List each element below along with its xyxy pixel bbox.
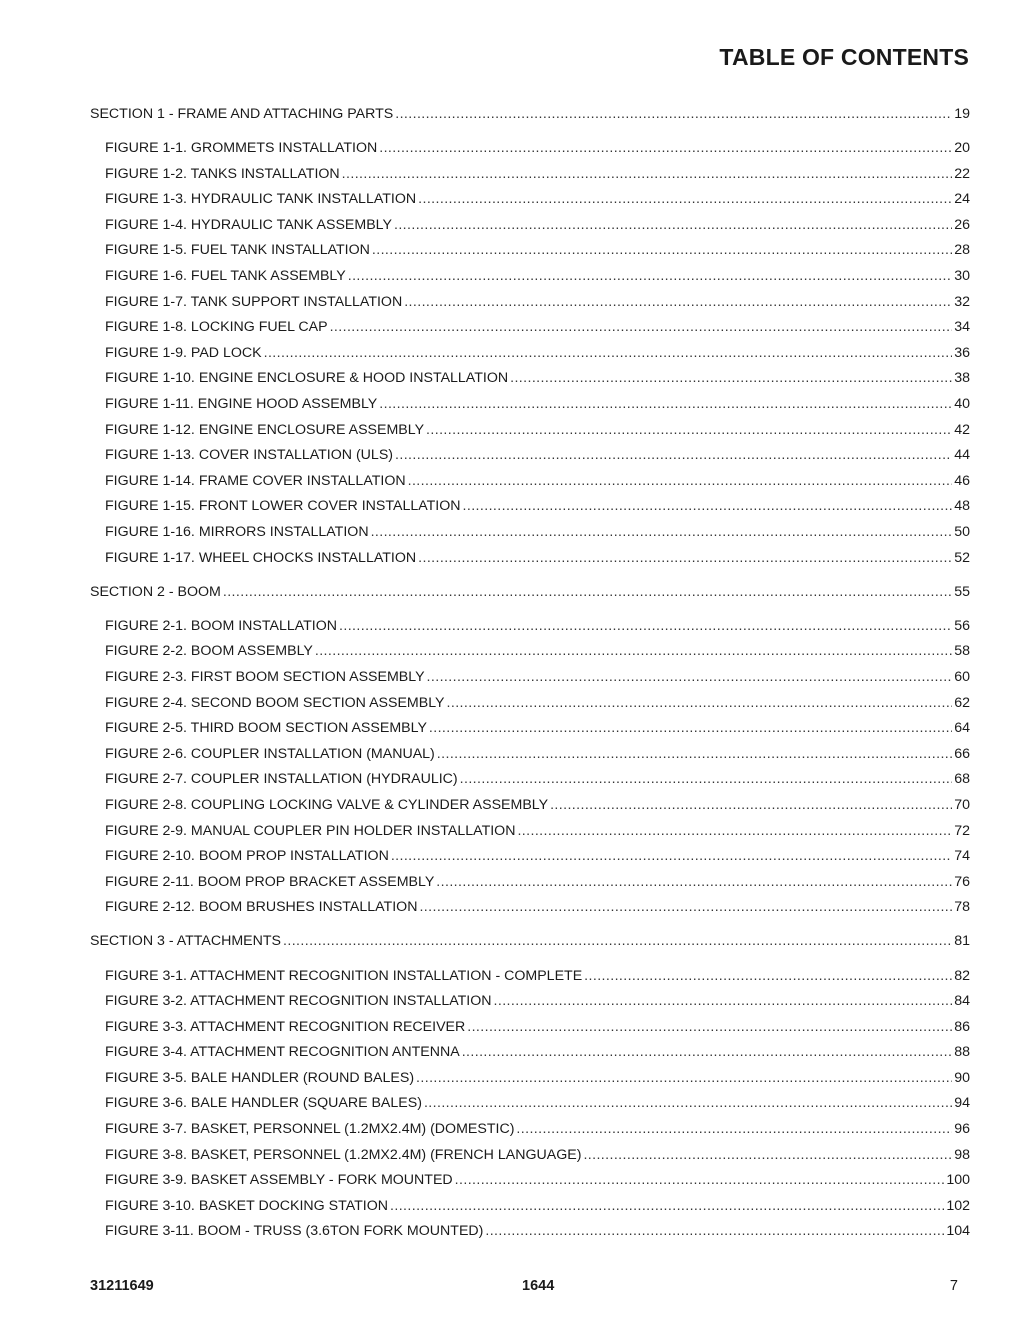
dot-leader bbox=[416, 1070, 952, 1086]
toc-entry-label: FIGURE 3-10. BASKET DOCKING STATION bbox=[105, 1197, 389, 1214]
toc-entry-page: 34 bbox=[954, 319, 970, 336]
dot-leader bbox=[583, 1147, 952, 1163]
toc-entry-label: FIGURE 1-8. LOCKING FUEL CAP bbox=[105, 319, 328, 336]
dot-leader bbox=[223, 584, 952, 600]
toc-entry-label: FIGURE 1-14. FRAME COVER INSTALLATION bbox=[105, 472, 406, 489]
toc-section-entry[interactable] bbox=[90, 584, 970, 610]
dot-leader bbox=[447, 695, 953, 711]
toc-figure-entry[interactable] bbox=[90, 1070, 970, 1096]
dot-leader bbox=[419, 899, 952, 915]
toc-entry-page: 74 bbox=[954, 848, 970, 865]
toc-entry-page: 46 bbox=[954, 472, 970, 489]
toc-figure-entry[interactable] bbox=[90, 823, 970, 849]
toc-entry-page: 88 bbox=[954, 1044, 970, 1061]
toc-entry-page: 96 bbox=[954, 1121, 970, 1138]
dot-leader bbox=[330, 319, 953, 335]
dot-leader bbox=[550, 797, 952, 813]
toc-entry-page: 76 bbox=[954, 873, 970, 890]
toc-figure-entry[interactable] bbox=[90, 473, 970, 499]
toc-section-entry[interactable] bbox=[90, 106, 970, 132]
toc-entry-label: FIGURE 1-17. WHEEL CHOCKS INSTALLATION bbox=[105, 549, 417, 566]
toc-figure-entry[interactable] bbox=[90, 993, 970, 1019]
toc-entry-label: FIGURE 2-5. THIRD BOOM SECTION ASSEMBLY bbox=[105, 720, 427, 737]
dot-leader bbox=[395, 447, 952, 463]
toc-entry-label: FIGURE 2-10. BOOM PROP INSTALLATION bbox=[105, 848, 389, 865]
toc-section-entry[interactable] bbox=[90, 933, 970, 959]
toc-figure-entry[interactable] bbox=[90, 720, 970, 746]
toc-entry-label: SECTION 3 - ATTACHMENTS bbox=[90, 933, 282, 950]
dot-leader bbox=[342, 166, 953, 182]
toc-figure-entry[interactable] bbox=[90, 848, 970, 874]
toc-entry-label: FIGURE 1-13. COVER INSTALLATION (ULS) bbox=[105, 447, 394, 464]
toc-entry-page: 102 bbox=[946, 1197, 970, 1214]
toc-entry-label: FIGURE 2-8. COUPLING LOCKING VALVE & CYLINDER ASSEMBLY bbox=[105, 796, 549, 813]
dot-leader bbox=[404, 294, 952, 310]
toc-entry-label: FIGURE 1-15. FRONT LOWER COVER INSTALLATION bbox=[105, 498, 461, 515]
toc-figure-entry[interactable] bbox=[90, 797, 970, 823]
toc-figure-entry[interactable] bbox=[90, 191, 970, 217]
toc-figure-entry[interactable] bbox=[90, 345, 970, 371]
dot-leader bbox=[426, 422, 952, 438]
dot-leader bbox=[408, 473, 953, 489]
toc-figure-entry[interactable] bbox=[90, 217, 970, 243]
toc-figure-entry[interactable] bbox=[90, 1044, 970, 1070]
toc-entry-page: 40 bbox=[954, 396, 970, 413]
toc-entry-page: 64 bbox=[954, 720, 970, 737]
dot-leader bbox=[390, 1198, 944, 1214]
dot-leader bbox=[394, 217, 952, 233]
toc-entry-page: 48 bbox=[954, 498, 970, 515]
dot-leader bbox=[371, 524, 953, 540]
toc-figure-entry[interactable] bbox=[90, 242, 970, 268]
toc-figure-entry[interactable] bbox=[90, 874, 970, 900]
toc-entry-label: FIGURE 3-3. ATTACHMENT RECOGNITION RECEIVER bbox=[105, 1018, 466, 1035]
toc-figure-entry[interactable] bbox=[90, 695, 970, 721]
dot-leader bbox=[418, 550, 952, 566]
toc-entry-label: SECTION 1 - FRAME AND ATTACHING PARTS bbox=[90, 106, 394, 122]
toc-figure-entry[interactable] bbox=[90, 643, 970, 669]
dot-leader bbox=[463, 498, 953, 514]
toc-figure-entry[interactable] bbox=[90, 771, 970, 797]
toc-figure-entry[interactable] bbox=[90, 524, 970, 550]
toc-figure-entry[interactable] bbox=[90, 396, 970, 422]
toc-entry-label: FIGURE 2-9. MANUAL COUPLER PIN HOLDER INSTALLATION bbox=[105, 822, 516, 839]
footer-part-number: 31211649 bbox=[90, 1278, 154, 1294]
dot-leader bbox=[467, 1019, 952, 1035]
toc-entry-label: FIGURE 2-4. SECOND BOOM SECTION ASSEMBLY bbox=[105, 694, 445, 711]
dot-leader bbox=[379, 396, 952, 412]
toc-entry-label: FIGURE 1-1. GROMMETS INSTALLATION bbox=[105, 140, 378, 157]
toc-entry-page: 26 bbox=[954, 216, 970, 233]
toc-entry-label: FIGURE 1-10. ENGINE ENCLOSURE & HOOD INSTALLATION bbox=[105, 370, 509, 387]
dot-leader bbox=[283, 933, 952, 949]
toc-entry-label: FIGURE 3-7. BASKET, PERSONNEL (1.2MX2.4M) (DOMESTIC) bbox=[105, 1121, 515, 1138]
toc-figure-entry[interactable] bbox=[90, 140, 970, 166]
toc-entry-label: FIGURE 2-3. FIRST BOOM SECTION ASSEMBLY bbox=[105, 668, 425, 685]
toc-figure-entry[interactable] bbox=[90, 498, 970, 524]
toc-entry-page: 60 bbox=[954, 668, 970, 685]
toc-figure-entry[interactable] bbox=[90, 268, 970, 294]
dot-leader bbox=[427, 669, 953, 685]
dot-leader bbox=[424, 1095, 952, 1111]
toc-entry-page: 94 bbox=[954, 1095, 970, 1112]
toc-entry-page: 62 bbox=[954, 694, 970, 711]
toc-entry-label: FIGURE 3-1. ATTACHMENT RECOGNITION INSTALLATION - COMPLETE bbox=[105, 967, 583, 984]
toc-entry-label: FIGURE 3-2. ATTACHMENT RECOGNITION INSTALLATION bbox=[105, 993, 492, 1010]
toc-entry-label: FIGURE 2-2. BOOM ASSEMBLY bbox=[105, 643, 313, 660]
toc-entry-page: 52 bbox=[954, 549, 970, 566]
toc-entry-label: FIGURE 3-5. BALE HANDLER (ROUND BALES) bbox=[105, 1069, 415, 1086]
toc-figure-entry[interactable] bbox=[90, 1121, 970, 1147]
toc-entry-page: 86 bbox=[954, 1018, 970, 1035]
dot-leader bbox=[516, 1121, 952, 1137]
toc-entry-label: FIGURE 1-7. TANK SUPPORT INSTALLATION bbox=[105, 293, 403, 310]
toc-figure-entry[interactable] bbox=[90, 1095, 970, 1121]
toc-entry-page: 22 bbox=[954, 165, 970, 182]
footer-page-number: 7 bbox=[949, 1278, 958, 1294]
toc-entry-label: FIGURE 1-2. TANKS INSTALLATION bbox=[105, 165, 340, 182]
toc-entry-label: SECTION 2 - BOOM bbox=[90, 583, 221, 600]
dot-leader bbox=[437, 746, 952, 762]
toc-entry-page: 36 bbox=[954, 344, 970, 361]
toc-entry-page: 28 bbox=[954, 242, 970, 259]
toc-figure-entry[interactable] bbox=[90, 1172, 970, 1198]
toc-entry-label: FIGURE 3-4. ATTACHMENT RECOGNITION ANTENNA bbox=[105, 1044, 460, 1061]
dot-leader bbox=[339, 618, 952, 634]
toc-figure-entry[interactable] bbox=[90, 447, 970, 473]
dot-leader bbox=[379, 140, 952, 156]
toc-entry-label: FIGURE 2-1. BOOM INSTALLATION bbox=[105, 617, 338, 634]
toc-entry-page: 104 bbox=[946, 1223, 970, 1240]
toc-entry-page: 24 bbox=[954, 191, 970, 208]
dot-leader bbox=[436, 874, 952, 890]
dot-leader bbox=[429, 720, 952, 736]
toc-figure-entry[interactable] bbox=[90, 1019, 970, 1045]
toc-entry-page: 100 bbox=[946, 1172, 970, 1189]
toc-entry-label: FIGURE 1-9. PAD LOCK bbox=[105, 344, 262, 361]
dot-leader bbox=[462, 1044, 953, 1060]
toc-entry-label: FIGURE 2-6. COUPLER INSTALLATION (MANUAL) bbox=[105, 745, 435, 762]
dot-leader bbox=[264, 345, 953, 361]
toc-figure-entry[interactable] bbox=[90, 899, 970, 925]
toc-entry-label: FIGURE 1-4. HYDRAULIC TANK ASSEMBLY bbox=[105, 216, 392, 233]
toc-entry-page: 58 bbox=[954, 643, 970, 660]
toc-entry-page: 66 bbox=[954, 745, 970, 762]
toc-entry-page: 98 bbox=[954, 1146, 970, 1163]
toc-figure-entry[interactable] bbox=[90, 1198, 970, 1224]
toc-figure-entry[interactable] bbox=[90, 550, 970, 576]
toc-entry-page: 72 bbox=[954, 822, 970, 839]
toc-figure-entry[interactable] bbox=[90, 294, 970, 320]
toc-entry-page: 32 bbox=[954, 293, 970, 310]
toc-entry-label: FIGURE 1-12. ENGINE ENCLOSURE ASSEMBLY bbox=[105, 421, 425, 438]
toc-entry-label: FIGURE 1-5. FUEL TANK INSTALLATION bbox=[105, 242, 370, 259]
dot-leader bbox=[391, 848, 952, 864]
footer-model: 1644 bbox=[522, 1278, 555, 1294]
page-title: TABLE OF CONTENTS bbox=[719, 44, 969, 70]
toc-entry-page: 30 bbox=[954, 268, 970, 285]
toc-entry-page: 19 bbox=[954, 106, 970, 122]
dot-leader bbox=[460, 771, 953, 787]
toc-entry-page: 70 bbox=[954, 796, 970, 813]
toc-figure-entry[interactable] bbox=[90, 1223, 970, 1249]
toc-figure-entry[interactable] bbox=[90, 746, 970, 772]
toc-entry-label: FIGURE 2-12. BOOM BRUSHES INSTALLATION bbox=[105, 899, 418, 916]
dot-leader bbox=[584, 968, 952, 984]
toc-entry-page: 50 bbox=[954, 524, 970, 540]
toc-entry-page: 84 bbox=[954, 993, 970, 1010]
toc-entry-page: 42 bbox=[954, 421, 970, 438]
toc-entry-label: FIGURE 1-3. HYDRAULIC TANK INSTALLATION bbox=[105, 191, 417, 208]
toc-entry-label: FIGURE 1-6. FUEL TANK ASSEMBLY bbox=[105, 268, 346, 285]
dot-leader bbox=[418, 191, 952, 207]
dot-leader bbox=[348, 268, 952, 284]
toc-entry-page: 56 bbox=[954, 617, 970, 634]
toc-entry-page: 78 bbox=[954, 899, 970, 916]
toc-figure-entry[interactable] bbox=[90, 166, 970, 192]
toc-figure-entry[interactable] bbox=[90, 319, 970, 345]
toc-entry-label: FIGURE 3-9. BASKET ASSEMBLY - FORK MOUNTED bbox=[105, 1172, 453, 1189]
dot-leader bbox=[485, 1223, 944, 1239]
table-of-contents bbox=[90, 106, 970, 1249]
toc-entry-page: 81 bbox=[954, 933, 970, 950]
toc-figure-entry[interactable] bbox=[90, 618, 970, 644]
dot-leader bbox=[315, 643, 952, 659]
toc-figure-entry[interactable] bbox=[90, 1147, 970, 1173]
toc-entry-label: FIGURE 3-11. BOOM - TRUSS (3.6TON FORK MOUNTED) bbox=[105, 1223, 484, 1240]
toc-figure-entry[interactable] bbox=[90, 370, 970, 396]
toc-entry-page: 68 bbox=[954, 771, 970, 788]
dot-leader bbox=[494, 993, 953, 1009]
dot-leader bbox=[517, 823, 952, 839]
dot-leader bbox=[455, 1172, 945, 1188]
toc-entry-page: 90 bbox=[954, 1069, 970, 1086]
toc-figure-entry[interactable] bbox=[90, 669, 970, 695]
toc-entry-label: FIGURE 2-7. COUPLER INSTALLATION (HYDRAULIC) bbox=[105, 771, 458, 788]
toc-figure-entry[interactable] bbox=[90, 968, 970, 994]
toc-entry-label: FIGURE 3-8. BASKET, PERSONNEL (1.2MX2.4M) (FRENCH LANGUAGE) bbox=[105, 1146, 582, 1163]
toc-entry-label: FIGURE 2-11. BOOM PROP BRACKET ASSEMBLY bbox=[105, 873, 435, 890]
toc-entry-label: FIGURE 1-16. MIRRORS INSTALLATION bbox=[105, 524, 369, 540]
dot-leader bbox=[510, 370, 952, 386]
toc-entry-page: 20 bbox=[954, 140, 970, 157]
toc-entry-page: 44 bbox=[954, 447, 970, 464]
toc-entry-page: 55 bbox=[954, 583, 970, 600]
toc-entry-page: 38 bbox=[954, 370, 970, 387]
toc-entry-label: FIGURE 1-11. ENGINE HOOD ASSEMBLY bbox=[105, 396, 378, 413]
toc-entry-page: 82 bbox=[954, 967, 970, 984]
dot-leader bbox=[395, 106, 952, 122]
toc-entry-label: FIGURE 3-6. BALE HANDLER (SQUARE BALES) bbox=[105, 1095, 422, 1112]
toc-figure-entry[interactable] bbox=[90, 422, 970, 448]
dot-leader bbox=[372, 242, 952, 258]
